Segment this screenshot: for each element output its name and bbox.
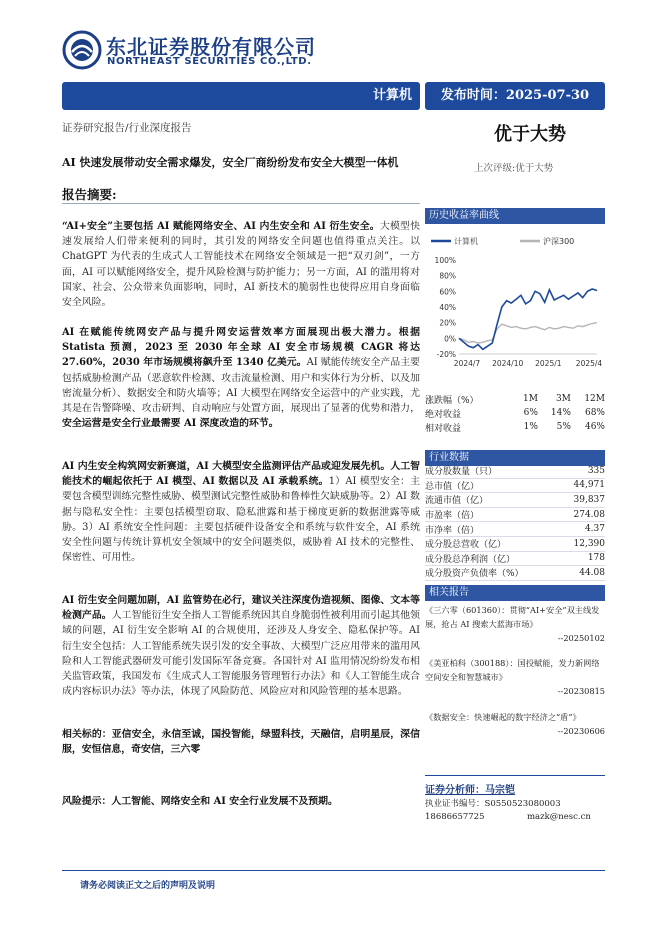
- perf-col-1m: 1M: [522, 394, 538, 404]
- summary-paragraph-1: [62, 219, 420, 310]
- perf-row-label: 相对收益: [425, 423, 462, 434]
- performance-table: [425, 392, 605, 434]
- industry-value: 274.08: [561, 507, 605, 522]
- series-line-csi300: [459, 323, 597, 343]
- perf-title: 涨跌幅（%）: [425, 395, 479, 406]
- x-tick-label: 2024/10: [492, 359, 524, 368]
- p1-body: 大模型快速发展给人们带来便利的同时，其引发的网络安全问题也值得重点关注。以 ChatGPT 为代表的生成式人工智能技术在网络安全领域是一把“双刃剑”，一方面，AI 可以赋能网络安全，提升风险检测与防护能力；另一方面，AI 的滥用将对国家、社会、公众带来负面影响，同时，AI 新技术的脆弱性也使得应用自身面临安全风险。: [62, 221, 420, 309]
- related-reports-header: 相关报告: [425, 585, 605, 601]
- footer-divider: [62, 870, 605, 871]
- return-chart: [425, 228, 605, 372]
- industry-value: 335: [561, 464, 605, 478]
- x-tick-label: 2024/7: [453, 359, 481, 368]
- related-report-title[interactable]: 《数据安全：快速崛起的数字经济之“盾”》: [425, 712, 581, 722]
- chart-header: 历史收益率曲线: [425, 208, 605, 224]
- y-tick-label: 40%: [439, 303, 456, 312]
- report-headline: AI 快速发展带动安全需求爆发，安全厂商纷纷发布安全大模型一体机: [62, 156, 399, 169]
- industry-label: 成分股数量（只）: [425, 464, 561, 478]
- previous-rating: 上次评级:优于大势: [474, 163, 554, 174]
- y-tick-label: 20%: [439, 318, 456, 328]
- company-logo: [62, 30, 102, 70]
- p4-lead: AI 衍生安全问题加剧，AI 监管势在必行，建议关注深度伪造视频、图像、文本等检测产品。: [62, 595, 420, 622]
- legend-label-csi300: 沪深300: [543, 237, 575, 246]
- industry-label: 成分股资产负债率（%）: [425, 566, 561, 581]
- sector-bar: 计算机: [62, 82, 420, 110]
- analyst-divider: [425, 775, 605, 776]
- industry-label: 成分股总净利润（亿）: [425, 551, 561, 566]
- perf-col-12m: 12M: [584, 394, 605, 404]
- perf-value: 68%: [584, 408, 605, 418]
- industry-data-table: [425, 464, 605, 581]
- related-report-date: --20230606: [557, 726, 605, 736]
- industry-data-header: 行业数据: [425, 450, 605, 466]
- brand-name-cn: 东北证券股份有限公司: [106, 35, 316, 59]
- legend-label-computer: 计算机: [454, 237, 478, 246]
- p2-lead: AI 在赋能传统网安产品与提升网安运营效率方面展现出极大潜力。根据 Statista 预测，2023 至 2030 年全球 AI 安全市场规模 CAGR 将达 27.60%，2030 年市场规模将飙升至 1340 亿美元。: [62, 327, 420, 369]
- y-tick-label: 80%: [439, 271, 456, 281]
- related-report[interactable]: [425, 710, 605, 738]
- release-date-bar: 发布时间：2025-07-30: [425, 82, 605, 110]
- perf-value: 46%: [584, 422, 605, 432]
- perf-value: 5%: [556, 422, 571, 432]
- analyst-certificate: 执业证书编号：S0550523080003: [425, 799, 561, 809]
- p4-body: 人工智能衍生安全指人工智能系统因其自身脆弱性被利用而引起其他领域的问题，AI 衍生安全影响 AI 的合规使用，还涉及人身安全、隐私保护等。AI 衍生安全包括：人工智能系统失误引发的安全事故、大模型广泛应用带来的滥用风险和人工智能武器研发可能引发国际军备竞赛。各国针对 AI 监用情况纷纷发布相关监管政策，我国发布《生成式人工智能服务管理暂行办法》和《人工智能生成合成内容标识办法》等办法，体现了风险防范、风险应对和风险管理的基本思路。: [62, 610, 420, 698]
- x-tick-label: 2025/1: [535, 359, 562, 368]
- perf-value: 6%: [523, 408, 538, 418]
- summary-paragraph-2: [62, 325, 420, 431]
- brand-name-en: NORTHEAST SECURITIES CO.,LTD.: [107, 56, 312, 67]
- rating: 优于大势: [494, 124, 566, 145]
- y-tick-label: -20%: [436, 350, 456, 359]
- related-report-title[interactable]: 《美亚柏科（300188）：国投赋能，发力新网络空间安全和智慧城市》: [425, 658, 600, 682]
- analyst-phone: 18686657725: [425, 812, 485, 822]
- industry-value: 44.08: [561, 566, 605, 581]
- disclaimer-footer: 请务必阅读正文之后的声明及说明: [80, 881, 216, 891]
- analyst-email[interactable]: mazk@nesc.cn: [527, 812, 591, 822]
- industry-value: 12,390: [561, 536, 605, 551]
- y-tick-label: 100%: [434, 256, 456, 265]
- industry-label: 成分股总营收（亿）: [425, 536, 561, 551]
- p1-lead: “AI+安全”主要包括 AI 赋能网络安全、AI 内生安全和 AI 衍生安全。: [62, 221, 380, 232]
- x-tick-label: 2025/4: [575, 359, 603, 368]
- y-tick-label: 0%: [444, 334, 456, 344]
- related-report-date: --20250102: [557, 633, 605, 643]
- perf-value: 1%: [523, 422, 538, 432]
- industry-label: 市净率（倍）: [425, 522, 561, 537]
- risk-warning: [62, 794, 420, 809]
- industry-label: 流通市值（亿）: [425, 493, 561, 508]
- y-tick-label: 60%: [439, 287, 456, 297]
- perf-row-label: 绝对收益: [425, 409, 462, 420]
- summary-divider: [62, 203, 420, 204]
- summary-paragraph-4: [62, 593, 420, 699]
- industry-value: 44,971: [561, 478, 605, 493]
- related-stocks: [62, 727, 420, 757]
- analyst-name: 证券分析师：马宗铠: [425, 785, 515, 796]
- breadcrumb: 证券研究报告/行业深度报告: [62, 122, 192, 134]
- related-report-date: --20230815: [557, 686, 605, 696]
- perf-value: 14%: [550, 408, 571, 418]
- related-report[interactable]: [425, 603, 605, 645]
- p2-body: AI 赋能传统安全产品主要包括威胁检测产品（恶意软件检测、攻击流量检测、用户和实体行为分析、以及加密流量分析）、数据安全和防火墙等；AI 大模型在网络安全运营中的产业实践，尤其是在告警降噪、攻击研判、自动响应与处置方面，展现出了显著的优势和潜力，: [62, 357, 421, 415]
- related-stocks-text: 相关标的：亚信安全，永信至诚，国投智能，绿盟科技，天融信，启明星辰，深信服，安恒信息，奇安信，三六零: [62, 729, 420, 756]
- related-report-title[interactable]: 《三六零（601360）：贯彻“AI+安全”双主线发展，抢占 AI 搜索大蓝海市场》: [425, 605, 600, 629]
- summary-paragraph-3: [62, 459, 420, 565]
- p2-conclusion: 安全运营是安全行业最需要 AI 深度改造的环节。: [62, 418, 279, 430]
- industry-value: 4.37: [561, 522, 605, 537]
- industry-label: 总市值（亿）: [425, 478, 561, 493]
- risk-warning-text: 风险提示：人工智能、网络安全和 AI 安全行业发展不及预期。: [62, 796, 338, 807]
- p3-lead: AI 内生安全构筑网安新赛道，AI 大模型安全监测评估产品或迎发展先机。人工智能技术的崛起依托于 AI 模型、AI 数据以及 AI 承载系统。: [62, 461, 420, 488]
- p3-body: 1）AI 模型安全：主要包含模型训练完整性威胁、模型测试完整性威胁和鲁棒性欠缺威胁等。2）AI 数据与隐私安全性：主要包括模型窃取、隐私泄露和基于梯度更新的数据泄露等威胁。3）AI 系统安全性问题：主要包括硬件设备安全和系统与软件安全，AI 系统安全性问题与传统计算机安全领域中的安全问题类似，威胁着 AI 技术的完整性、保密性、可用性。: [62, 476, 420, 564]
- industry-label: 市盈率（倍）: [425, 507, 561, 522]
- series-line-computer: [459, 289, 597, 349]
- perf-col-3m: 3M: [555, 394, 571, 404]
- industry-value: 178: [561, 551, 605, 566]
- industry-value: 39,837: [561, 493, 605, 508]
- summary-title: 报告摘要:: [62, 187, 117, 202]
- related-report[interactable]: [425, 656, 605, 698]
